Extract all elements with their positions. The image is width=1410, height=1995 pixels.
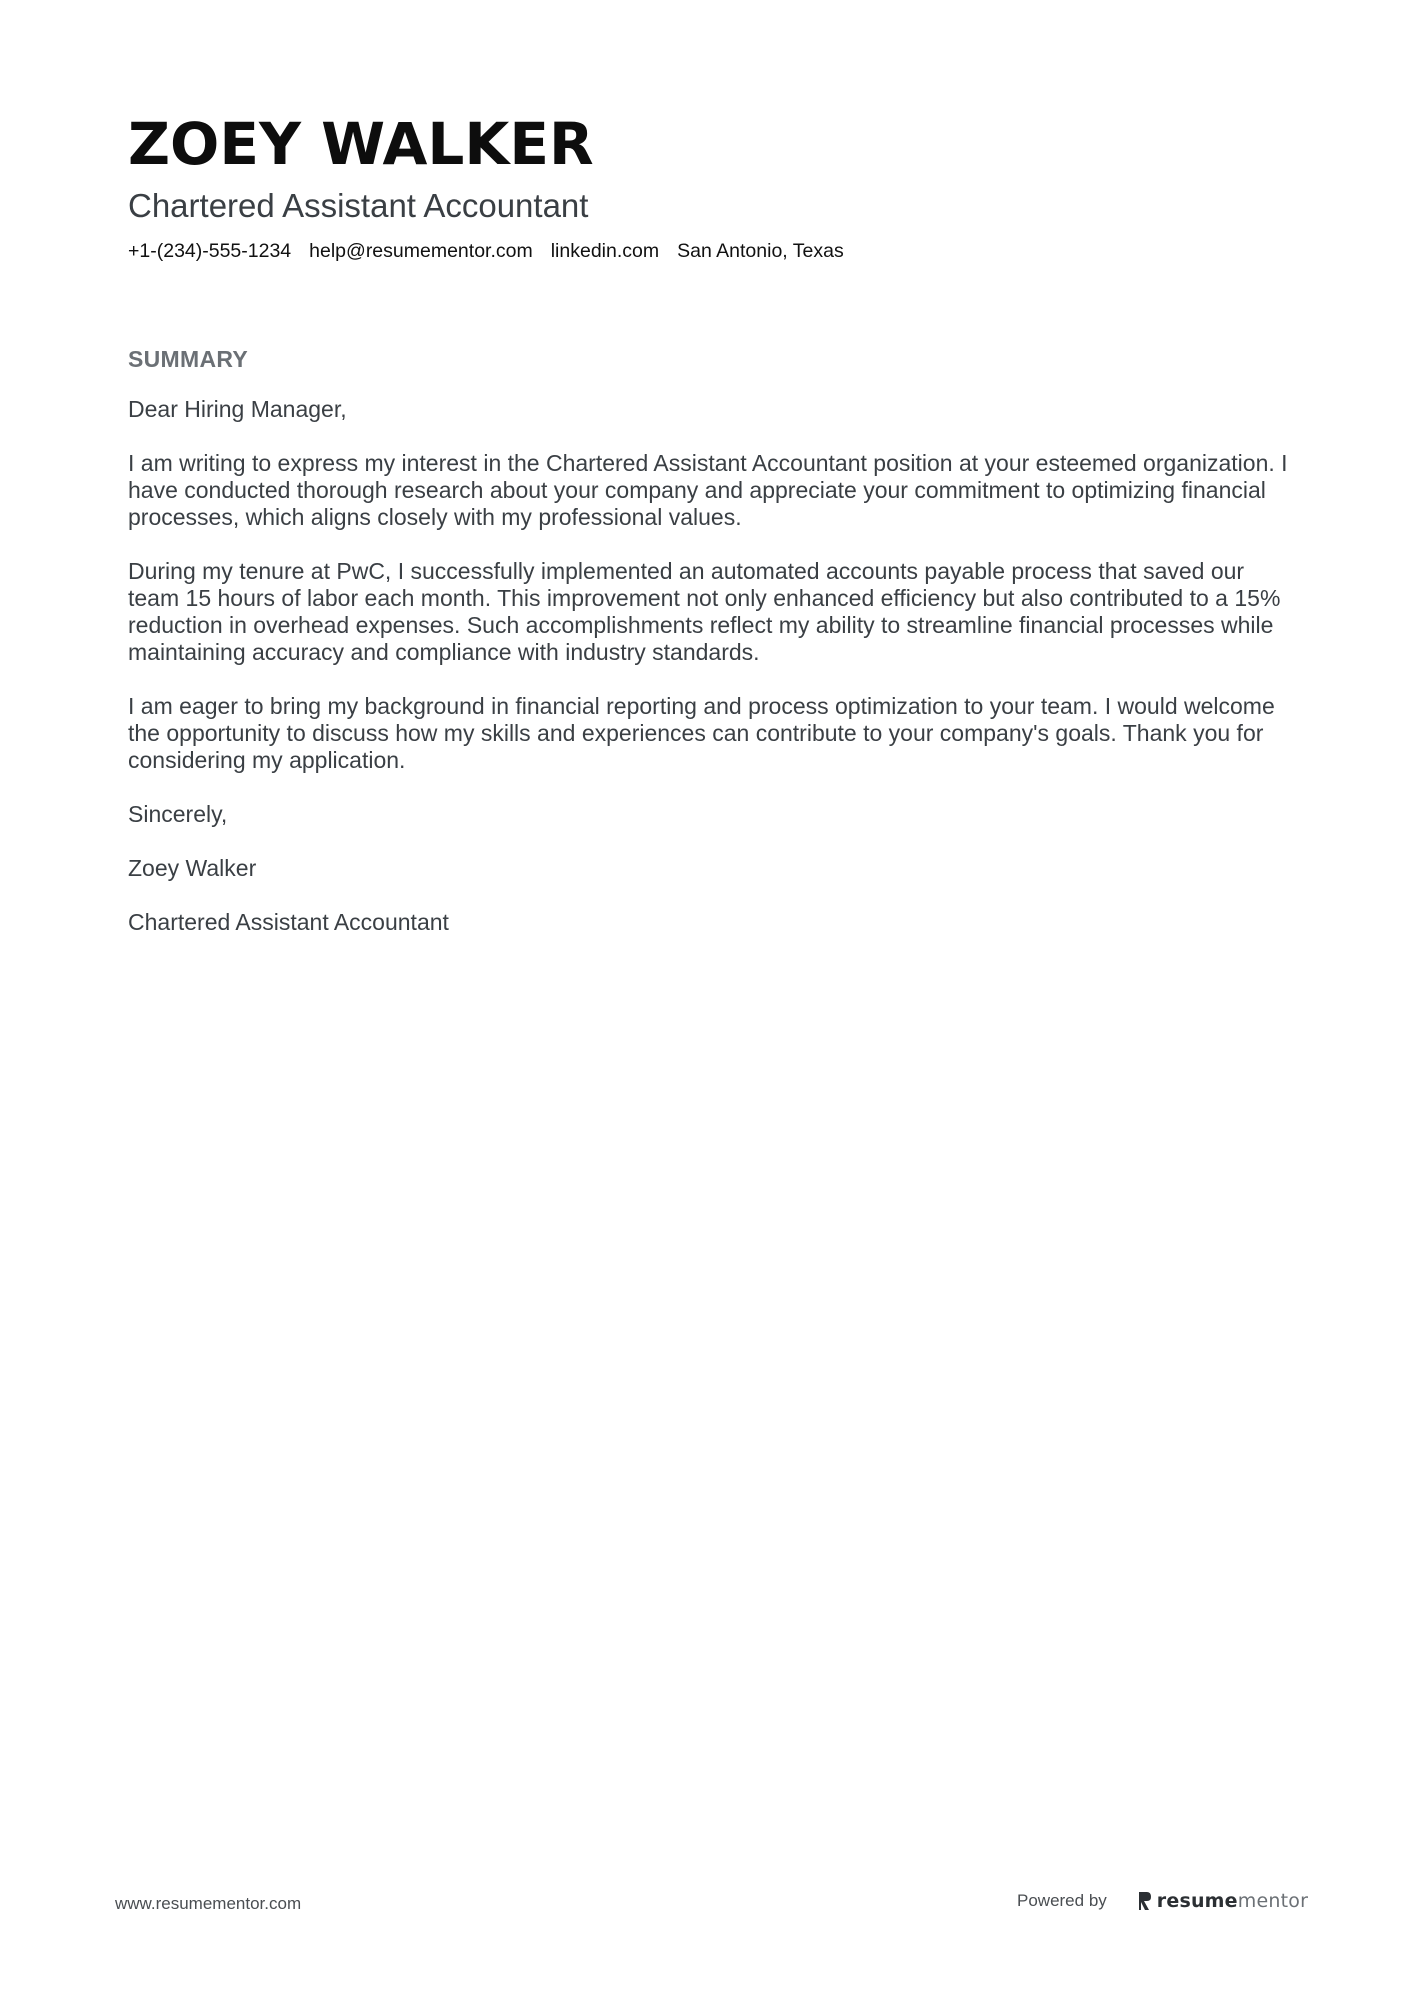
signature-title: Chartered Assistant Accountant: [128, 909, 449, 935]
contact-info: [128, 238, 1288, 264]
footer-website[interactable]: www.resumementor.com: [115, 1894, 302, 1913]
resumementor-logo-icon: [1137, 1890, 1153, 1912]
header: [128, 108, 1288, 264]
signature-name: Zoey Walker: [128, 855, 257, 881]
letter-closing: Sincerely,: [128, 801, 228, 827]
contact-location: San Antonio, Texas: [677, 240, 844, 262]
powered-by: [1017, 1890, 1308, 1912]
applicant-name: ZOEY WALKER: [128, 110, 594, 178]
letter-greeting: Dear Hiring Manager,: [128, 396, 347, 422]
brand-logo[interactable]: [1137, 1890, 1308, 1912]
powered-by-label: Powered by: [1017, 1891, 1107, 1910]
contact-email: help@resumementor.com: [309, 240, 533, 262]
contact-phone: +1-(234)-555-1234: [128, 240, 292, 262]
section-heading: SUMMARY: [128, 346, 249, 372]
letter-paragraph: I am writing to express my interest in the Chartered Assistant Accountant position at your esteemed organization. I have conducted thorough research about your company and appreciate your commitment to optimizing financial processes, which aligns closely with my professional values.: [128, 450, 1288, 530]
letter-paragraph: During my tenure at PwC, I successfully implemented an automated accounts payable process that saved our team 15 hours of labor each month. This improvement not only enhanced efficiency but also contributed to a 15% reduction in overhead expenses. Such accomplishments reflect my ability to streamline financial processes while maintaining accuracy and compliance with industry standards.: [128, 558, 1281, 665]
brand-text-mentor: mentor: [1237, 1890, 1309, 1912]
brand-text-resume: resume: [1156, 1890, 1238, 1912]
letter-body: [128, 396, 1288, 936]
contact-linkedin: linkedin.com: [550, 240, 660, 262]
applicant-title: Chartered Assistant Accountant: [128, 187, 589, 224]
summary-section: [128, 344, 1288, 963]
letter-paragraph: I am eager to bring my background in financial reporting and process optimization to your team. I would welcome the opportunity to discuss how my skills and experiences can contribute to your company's goals. Thank you for considering my application.: [128, 693, 1275, 773]
